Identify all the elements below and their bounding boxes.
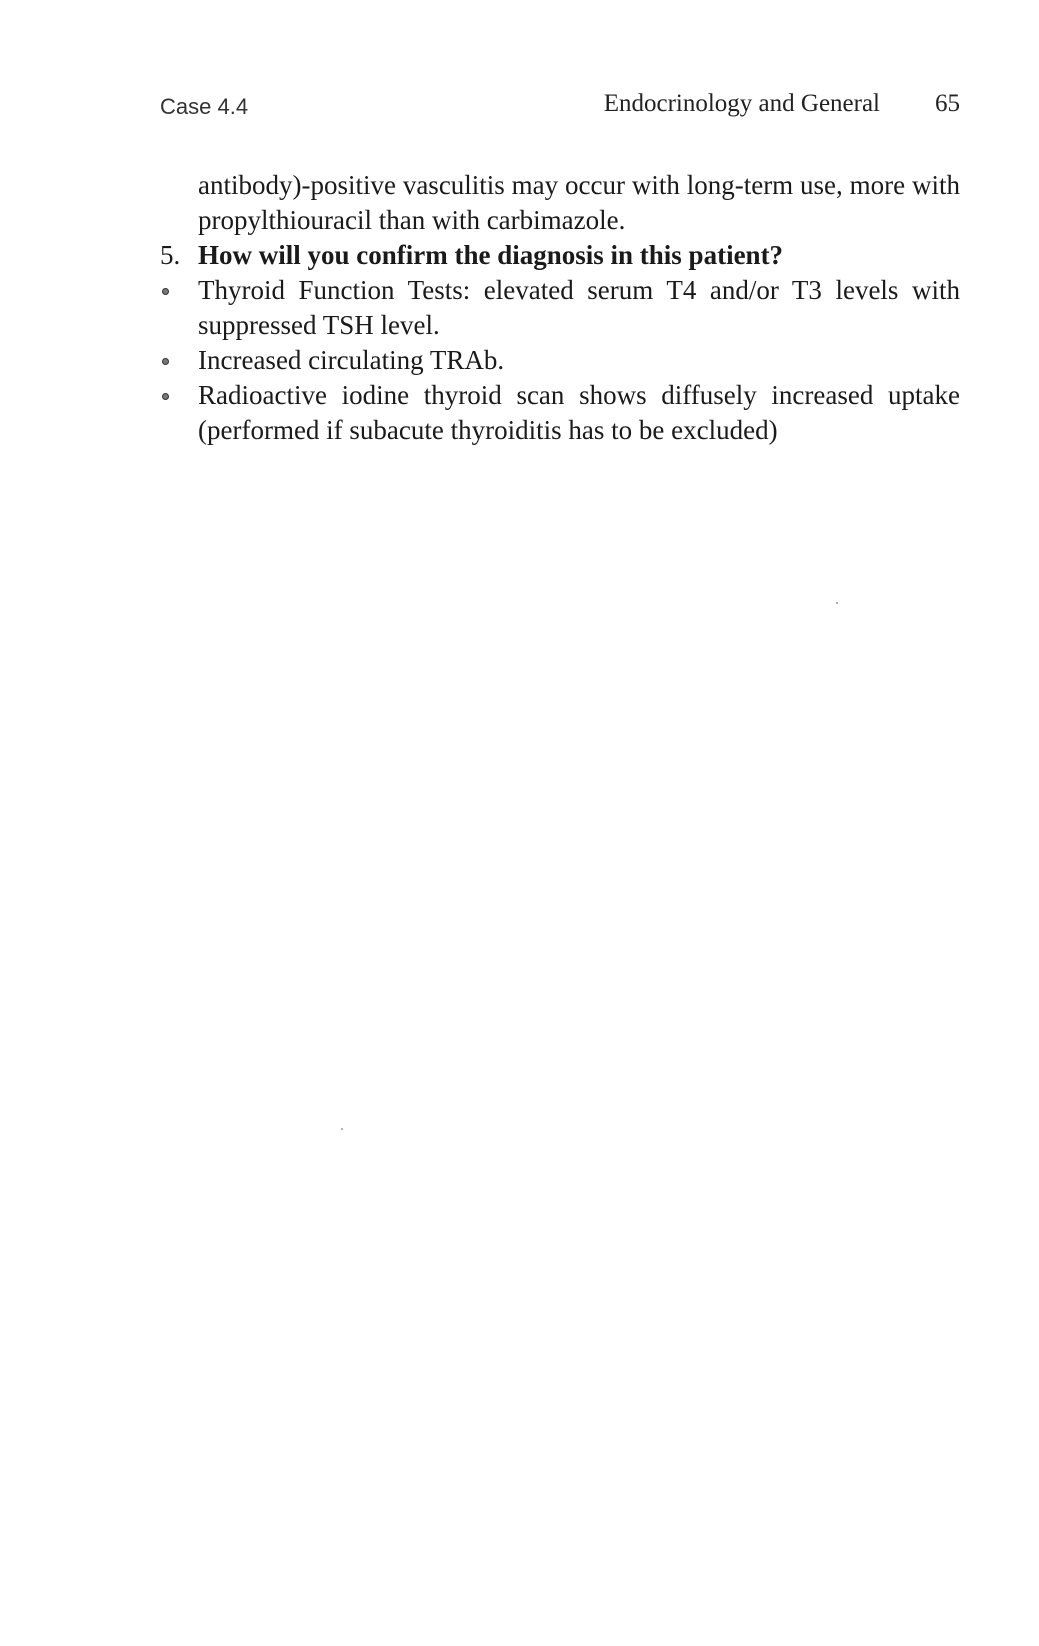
question-text: How will you confirm the diagnosis in this patient? — [198, 240, 784, 270]
bullet-text: Increased circulating TRAb. — [198, 345, 505, 375]
answer-bullet-list — [160, 273, 960, 448]
section-title: Endocrinology and General — [603, 90, 880, 117]
body-text — [160, 168, 960, 448]
scan-speck — [341, 1128, 343, 1130]
bullet-text: Radioactive iodine thyroid scan shows diffusely increased uptake (performed if subacute thyroiditis has to be excluded) — [198, 380, 960, 445]
case-label: Case 4.4 — [160, 94, 249, 119]
bullet-item — [160, 273, 960, 343]
question-number: 5. — [160, 240, 181, 270]
bullet-icon — [162, 393, 169, 400]
question-heading — [160, 238, 960, 273]
bullet-icon — [162, 288, 169, 295]
running-head — [160, 88, 960, 124]
bullet-item — [160, 343, 960, 378]
bullet-text: Thyroid Function Tests: elevated serum T4 and/or T3 levels with suppressed TSH level. — [198, 275, 960, 340]
bullet-item — [160, 378, 960, 448]
bullet-icon — [162, 358, 169, 365]
continuation-paragraph: antibody)-positive vasculitis may occur with long-term use, more with propylthiouracil than with carbimazole. — [198, 170, 960, 235]
scan-speck — [836, 602, 838, 604]
page-number: 65 — [935, 90, 960, 117]
